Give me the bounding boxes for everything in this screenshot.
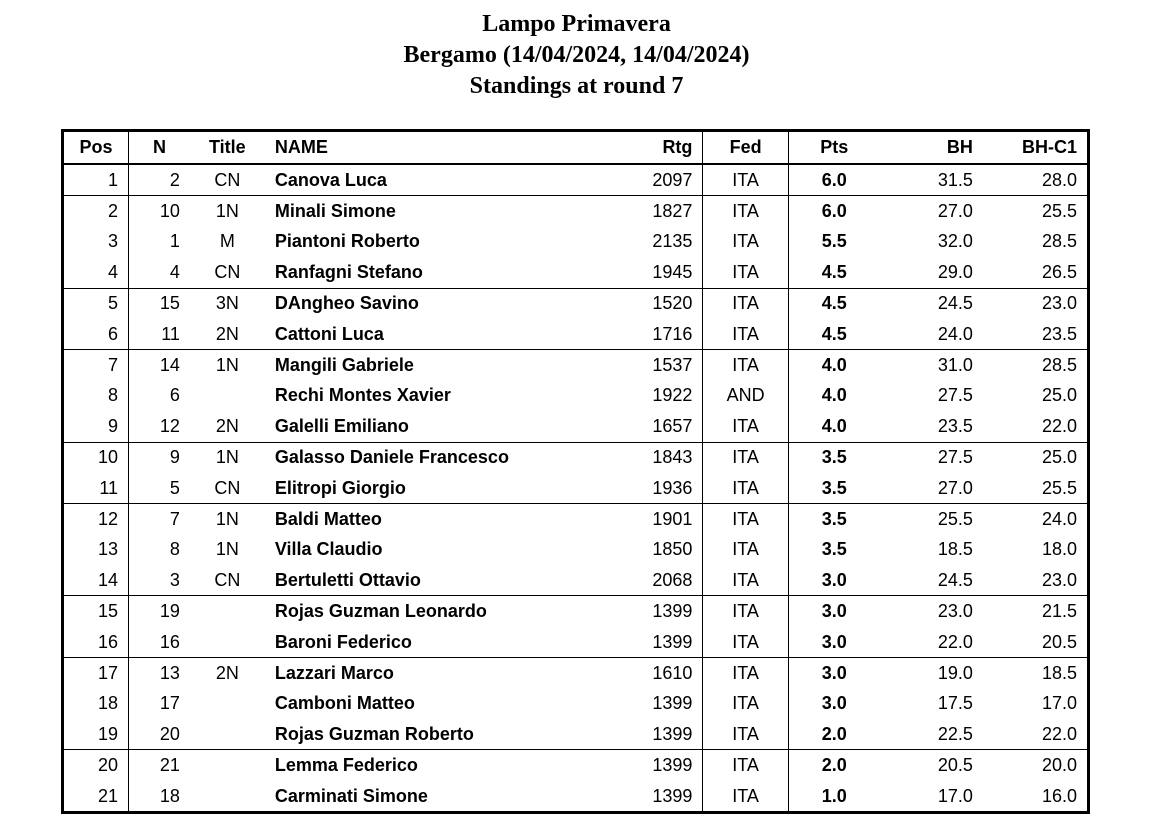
cell-bh: 19.0	[880, 658, 983, 689]
cell-pos: 15	[64, 596, 129, 627]
cell-pos: 7	[64, 350, 129, 381]
table-row	[64, 473, 1087, 504]
cell-title: 3N	[190, 288, 265, 319]
cell-title: CN	[214, 261, 241, 282]
cell-fed: ITA	[703, 596, 788, 627]
cell-bh-c1: 20.5	[1041, 631, 1077, 652]
cell-bh: 27.5	[880, 442, 983, 473]
table-row	[64, 257, 1087, 288]
cell-pos: 4	[108, 261, 119, 282]
table-row	[64, 750, 1087, 781]
cell-rtg: 1399	[564, 596, 703, 627]
cell-pts: 6.0	[788, 164, 880, 196]
cell-title	[190, 596, 265, 627]
cell-fed: ITA	[703, 535, 788, 565]
cell-n: 4	[129, 257, 190, 288]
cell-fed: ITA	[703, 319, 788, 350]
cell-bh: 23.0	[880, 596, 983, 627]
cell-rtg: 1610	[564, 658, 703, 689]
cell-bh: 22.0	[937, 631, 973, 652]
cell-bh: 31.5	[937, 169, 973, 190]
cell-name: Minali Simone	[265, 196, 564, 227]
cell-pos: 14	[97, 569, 119, 590]
cell-pos: 21	[97, 785, 119, 806]
cell-n: 8	[129, 535, 190, 565]
cell-n: 5	[129, 473, 190, 504]
cell-title: 2N	[215, 415, 239, 436]
table-row	[64, 565, 1087, 596]
cell-bh-c1: 22.0	[1041, 415, 1077, 436]
cell-name: Rojas Guzman Roberto	[274, 723, 474, 744]
cell-n: 6	[129, 381, 190, 411]
cell-fed: ITA	[703, 565, 788, 596]
cell-bh: 18.5	[937, 539, 973, 560]
cell-pos: 11	[99, 477, 119, 498]
table-row	[64, 535, 1087, 565]
cell-title: M	[219, 231, 235, 252]
cell-n: 17	[129, 689, 190, 719]
cell-rtg: 1922	[652, 385, 693, 406]
cell-pts: 3.0	[788, 627, 880, 658]
cell-n: 13	[129, 658, 190, 689]
cell-rtg: 2135	[652, 231, 693, 252]
cell-title	[190, 719, 265, 750]
cell-fed: ITA	[703, 658, 788, 689]
cell-n: 21	[129, 750, 190, 781]
cell-bh: 24.0	[937, 323, 973, 344]
cell-name: Mangili Gabriele	[265, 350, 564, 381]
cell-bh-c1: 18.0	[1041, 539, 1077, 560]
standings-rows	[64, 164, 1087, 811]
cell-rtg: 1657	[652, 415, 693, 436]
cell-fed: ITA	[703, 750, 788, 781]
cell-rtg: 1399	[652, 631, 693, 652]
standings-round-label: Standings at round 7	[469, 73, 684, 99]
table-row	[64, 442, 1087, 473]
cell-pts: 4.5	[788, 319, 880, 350]
report-header	[0, 9, 1153, 102]
table-row	[64, 350, 1087, 381]
cell-pts: 6.0	[788, 196, 880, 227]
cell-title: CN	[214, 477, 241, 498]
cell-name: Canova Luca	[274, 169, 387, 190]
table-row	[64, 627, 1087, 658]
cell-rtg: 1850	[652, 539, 693, 560]
cell-name: Baldi Matteo	[265, 504, 564, 535]
cell-pos: 5	[64, 288, 129, 319]
cell-n: 16	[129, 627, 190, 658]
cell-fed: ITA	[703, 689, 788, 719]
table-row	[64, 411, 1087, 442]
cell-bh-c1: 28.5	[983, 350, 1087, 381]
cell-rtg: 1399	[564, 750, 703, 781]
cell-bh: 27.0	[937, 477, 973, 498]
cell-rtg: 1520	[564, 288, 703, 319]
cell-n: 11	[129, 319, 190, 350]
cell-name: Bertuletti Ottavio	[274, 569, 421, 590]
cell-title: 2N	[190, 658, 265, 689]
cell-title: 1N	[190, 196, 265, 227]
cell-bh: 24.5	[937, 569, 973, 590]
cell-bh-c1: 25.5	[983, 196, 1087, 227]
cell-title	[190, 381, 265, 411]
cell-rtg: 1827	[564, 196, 703, 227]
column-header-n: N	[129, 132, 190, 164]
standings-table	[64, 132, 1087, 811]
cell-rtg: 2097	[652, 169, 693, 190]
cell-pos: 1	[108, 169, 119, 190]
cell-name: Galelli Emiliano	[274, 415, 409, 436]
cell-fed: ITA	[703, 257, 788, 288]
cell-n: 3	[129, 565, 190, 596]
cell-pos: 12	[64, 504, 129, 535]
cell-n: 12	[129, 411, 190, 442]
table-row	[64, 319, 1087, 350]
cell-name: Camboni Matteo	[274, 693, 415, 714]
cell-pos: 17	[64, 658, 129, 689]
table-row	[64, 196, 1087, 227]
cell-bh: 23.5	[937, 415, 973, 436]
cell-bh-c1: 23.0	[1041, 569, 1077, 590]
cell-bh-c1: 25.5	[1041, 477, 1077, 498]
cell-bh: 32.0	[937, 231, 973, 252]
cell-name: Carminati Simone	[274, 785, 428, 806]
cell-rtg: 1399	[652, 723, 693, 744]
cell-title: 1N	[190, 442, 265, 473]
cell-pts: 3.0	[788, 565, 880, 596]
cell-fed: ITA	[703, 288, 788, 319]
cell-pts: 3.5	[788, 473, 880, 504]
cell-pts: 4.0	[788, 350, 880, 381]
table-row	[64, 164, 1087, 196]
cell-pos: 2	[64, 196, 129, 227]
cell-bh-c1: 28.5	[1041, 231, 1077, 252]
cell-bh: 20.5	[880, 750, 983, 781]
cell-bh-c1: 20.0	[983, 750, 1087, 781]
cell-bh-c1: 16.0	[1041, 785, 1077, 806]
column-header-bh: BH	[880, 132, 983, 164]
cell-pts: 2.0	[788, 750, 880, 781]
cell-pts: 1.0	[788, 781, 880, 811]
column-header-bh-c1: BH-C1	[983, 132, 1087, 164]
cell-rtg: 1901	[564, 504, 703, 535]
cell-pos: 16	[97, 631, 119, 652]
table-row	[64, 658, 1087, 689]
cell-pts: 3.5	[788, 504, 880, 535]
cell-pos: 20	[64, 750, 129, 781]
table-row	[64, 227, 1087, 257]
cell-n: 20	[129, 719, 190, 750]
cell-name: Piantoni Roberto	[274, 231, 420, 252]
column-header-fed: Fed	[703, 132, 788, 164]
cell-fed: ITA	[703, 442, 788, 473]
cell-pts: 2.0	[788, 719, 880, 750]
column-header-pos: Pos	[64, 132, 129, 164]
cell-bh-c1: 23.5	[1041, 323, 1077, 344]
cell-bh: 17.5	[937, 693, 973, 714]
cell-n: 1	[129, 227, 190, 257]
cell-name: Rojas Guzman Leonardo	[265, 596, 564, 627]
cell-rtg: 1716	[652, 323, 693, 344]
cell-pos: 8	[108, 385, 119, 406]
cell-name: DAngheo Savino	[265, 288, 564, 319]
cell-pos: 3	[108, 231, 119, 252]
cell-bh-c1: 17.0	[1041, 693, 1077, 714]
table-row	[64, 689, 1087, 719]
table-row	[64, 719, 1087, 750]
cell-name: Baroni Federico	[274, 631, 412, 652]
cell-bh-c1: 24.0	[983, 504, 1087, 535]
cell-bh: 22.5	[937, 723, 973, 744]
cell-pts: 4.5	[788, 288, 880, 319]
cell-rtg: 1936	[652, 477, 693, 498]
cell-n: 19	[129, 596, 190, 627]
cell-bh-c1: 22.0	[1041, 723, 1077, 744]
cell-bh: 31.0	[880, 350, 983, 381]
cell-rtg: 1537	[564, 350, 703, 381]
cell-name: Galasso Daniele Francesco	[265, 442, 564, 473]
cell-bh-c1: 25.0	[1041, 385, 1077, 406]
cell-title: 2N	[215, 323, 239, 344]
cell-pos: 9	[108, 415, 119, 436]
cell-rtg: 1945	[652, 261, 693, 282]
table-row	[64, 781, 1087, 811]
cell-n: 15	[129, 288, 190, 319]
cell-pts: 3.0	[788, 689, 880, 719]
cell-title	[190, 627, 265, 658]
cell-fed: ITA	[703, 473, 788, 504]
column-header-pts: Pts	[788, 132, 880, 164]
cell-fed: ITA	[703, 504, 788, 535]
column-header-name: NAME	[265, 132, 564, 164]
column-header-title: Title	[190, 132, 265, 164]
cell-n: 14	[129, 350, 190, 381]
cell-title: CN	[214, 569, 241, 590]
cell-name: Villa Claudio	[274, 539, 383, 560]
cell-title	[190, 689, 265, 719]
cell-title: CN	[214, 169, 241, 190]
cell-n: 10	[129, 196, 190, 227]
cell-bh: 29.0	[937, 261, 973, 282]
cell-bh-c1: 18.5	[983, 658, 1087, 689]
table-row	[64, 504, 1087, 535]
cell-bh-c1: 26.5	[1041, 261, 1077, 282]
cell-rtg: 1399	[652, 785, 693, 806]
cell-fed: ITA	[703, 164, 788, 196]
table-row	[64, 381, 1087, 411]
cell-fed: ITA	[703, 411, 788, 442]
cell-bh-c1: 21.5	[983, 596, 1087, 627]
tournament-title: Lampo Primavera	[482, 11, 671, 37]
cell-bh: 17.0	[937, 785, 973, 806]
cell-rtg: 1843	[564, 442, 703, 473]
cell-name: Lemma Federico	[265, 750, 564, 781]
cell-pos: 19	[97, 723, 119, 744]
cell-pts: 3.0	[788, 596, 880, 627]
cell-n: 2	[129, 164, 190, 196]
cell-bh: 27.0	[880, 196, 983, 227]
cell-pts: 3.5	[788, 535, 880, 565]
cell-pts: 5.5	[788, 227, 880, 257]
table-row	[64, 596, 1087, 627]
cell-n: 7	[129, 504, 190, 535]
cell-bh-c1: 28.0	[1041, 169, 1077, 190]
cell-pts: 3.0	[788, 658, 880, 689]
cell-n: 9	[129, 442, 190, 473]
cell-title: 1N	[215, 539, 239, 560]
cell-name: Ranfagni Stefano	[274, 261, 423, 282]
cell-pts: 3.5	[788, 442, 880, 473]
cell-pts: 4.0	[788, 411, 880, 442]
cell-title	[190, 781, 265, 811]
table-header-row	[64, 132, 1087, 164]
cell-title: 1N	[190, 504, 265, 535]
cell-bh-c1: 23.0	[983, 288, 1087, 319]
cell-rtg: 1399	[652, 693, 693, 714]
cell-title: 1N	[190, 350, 265, 381]
cell-bh-c1: 25.0	[983, 442, 1087, 473]
cell-fed: ITA	[703, 350, 788, 381]
cell-pts: 4.0	[788, 381, 880, 411]
cell-pts: 4.5	[788, 257, 880, 288]
cell-rtg: 2068	[652, 569, 693, 590]
cell-fed: ITA	[703, 627, 788, 658]
cell-name: Cattoni Luca	[274, 323, 384, 344]
tournament-location-dates: Bergamo (14/04/2024, 14/04/2024)	[403, 42, 750, 68]
cell-fed: ITA	[703, 227, 788, 257]
cell-pos: 18	[97, 693, 119, 714]
table-row	[64, 288, 1087, 319]
cell-name: Rechi Montes Xavier	[274, 385, 451, 406]
cell-bh: 25.5	[880, 504, 983, 535]
cell-pos: 6	[108, 323, 119, 344]
standings-table-frame	[61, 129, 1090, 814]
column-header-rtg: Rtg	[564, 132, 703, 164]
cell-name: Elitropi Giorgio	[274, 477, 406, 498]
cell-bh: 24.5	[880, 288, 983, 319]
cell-name: Lazzari Marco	[265, 658, 564, 689]
cell-pos: 10	[64, 442, 129, 473]
cell-pos: 13	[97, 539, 119, 560]
cell-n: 18	[129, 781, 190, 811]
cell-fed: ITA	[703, 719, 788, 750]
cell-fed: AND	[703, 381, 788, 411]
cell-fed: ITA	[703, 781, 788, 811]
cell-bh: 27.5	[937, 385, 973, 406]
cell-fed: ITA	[703, 196, 788, 227]
cell-title	[190, 750, 265, 781]
